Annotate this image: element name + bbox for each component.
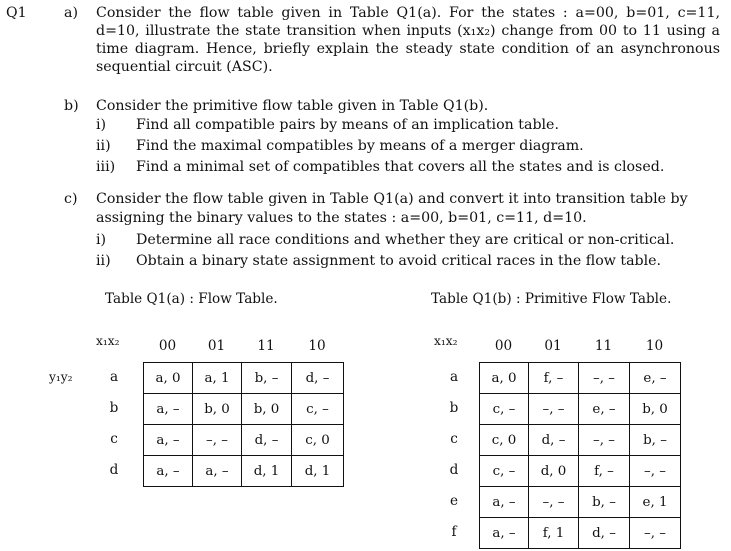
table-cell: a, 0	[480, 363, 529, 394]
table-a-col-header: 01	[207, 338, 226, 354]
part-c-label: c)	[64, 191, 78, 207]
primitive-flow-table-b	[479, 362, 681, 549]
table-cell: –, –	[630, 518, 681, 549]
part-b-intro: Consider the primitive flow table given in Table Q1(b).	[96, 98, 489, 114]
table-cell: a, –	[480, 518, 529, 549]
table-cell: f, –	[529, 363, 579, 394]
table-row	[144, 425, 344, 456]
table-cell: –, –	[529, 394, 579, 425]
table-a-col-header: 11	[257, 338, 275, 354]
table-a-state-label: y₁y₂	[49, 370, 73, 384]
table-a-row-label: c	[110, 431, 118, 447]
table-cell: –, –	[579, 425, 630, 456]
part-b-item	[96, 115, 559, 135]
table-row	[144, 363, 344, 394]
table-row	[480, 456, 681, 487]
table-cell: –, –	[630, 456, 681, 487]
table-b-row-label: b	[449, 400, 459, 416]
table-row	[480, 487, 681, 518]
table-cell: d, 1	[292, 456, 344, 487]
table-row	[480, 394, 681, 425]
table-cell: a, –	[144, 394, 193, 425]
table-cell: a, –	[144, 425, 193, 456]
table-cell: b, –	[242, 363, 292, 394]
part-a-text: Consider the flow table given in Table Q1(a). For the states : a=00, b=01, c=11, d=10, illustrate the state transition when inputs (x₁x₂) change from 00 to 11 using a time diagram. Hence, briefly explain the steady state condition of an asynchronous sequential circuit (ASC).	[96, 5, 720, 75]
table-cell: a, 1	[193, 363, 242, 394]
part-b-label: b)	[64, 98, 79, 114]
part-c-intro-line2: assigning the binary values to the states : a=00, b=01, c=11, d=10.	[96, 210, 587, 226]
table-cell: d, –	[579, 518, 630, 549]
part-b-item-text: Find all compatible pairs by means of an implication table.	[136, 117, 559, 133]
flow-table-a	[143, 362, 344, 487]
part-c-item-text: Obtain a binary state assignment to avoid critical races in the flow table.	[136, 253, 662, 269]
table-a-row-label: b	[109, 400, 119, 416]
part-c-item	[96, 230, 674, 250]
table-cell: b, –	[630, 425, 681, 456]
table-b-col-header: 11	[594, 338, 613, 354]
table-cell: e, –	[579, 394, 630, 425]
table-cell: e, –	[630, 363, 681, 394]
table-cell: d, –	[242, 425, 292, 456]
table-b-caption: Table Q1(b) : Primitive Flow Table.	[431, 291, 672, 307]
table-b-col-header: 00	[494, 338, 513, 354]
table-cell: c, –	[292, 394, 344, 425]
part-b-item-num: iii)	[96, 159, 116, 175]
table-b-row-label: e	[449, 493, 459, 509]
part-b-item-num: ii)	[96, 138, 111, 154]
table-a-col-header: 10	[308, 338, 326, 354]
part-c-item-num: i)	[96, 232, 107, 248]
table-cell: a, 0	[144, 363, 193, 394]
table-cell: c, –	[480, 394, 529, 425]
table-cell: c, 0	[292, 425, 344, 456]
table-cell: b, 0	[242, 394, 292, 425]
table-b-row-label: f	[451, 524, 457, 540]
table-row	[144, 456, 344, 487]
part-b-item	[96, 136, 584, 156]
table-cell: d, 0	[529, 456, 579, 487]
table-cell: –, –	[579, 363, 630, 394]
table-cell: a, –	[144, 456, 193, 487]
part-b-item-text: Find a minimal set of compatibles that covers all the states and is closed.	[136, 159, 665, 175]
table-cell: b, 0	[193, 394, 242, 425]
table-a-col-header: 00	[158, 338, 177, 354]
table-cell: –, –	[193, 425, 242, 456]
table-b-row-label: a	[449, 369, 459, 385]
part-c-item-num: ii)	[96, 253, 111, 269]
table-cell: –, –	[529, 487, 579, 518]
part-b-item-num: i)	[96, 117, 107, 133]
part-a-label: a)	[64, 5, 78, 21]
table-cell: d, 1	[242, 456, 292, 487]
table-a-row-label: d	[109, 462, 119, 478]
table-a-caption: Table Q1(a) : Flow Table.	[105, 291, 278, 307]
table-cell: d, –	[529, 425, 579, 456]
table-b-row-label: c	[450, 431, 458, 447]
table-b-col-header: 10	[645, 338, 664, 354]
table-b-col-header: 01	[544, 338, 562, 354]
part-c-item	[96, 251, 661, 271]
table-row	[144, 394, 344, 425]
part-c-item-text: Determine all race conditions and whether they are critical or non-critical.	[136, 232, 675, 248]
table-b-input-label: x₁x₂	[434, 334, 458, 348]
part-b-item	[96, 157, 664, 177]
table-cell: f, 1	[529, 518, 579, 549]
table-b-row-label: d	[449, 462, 459, 478]
question-number: Q1	[6, 5, 27, 21]
table-cell: b, 0	[630, 394, 681, 425]
table-cell: c, 0	[480, 425, 529, 456]
table-row	[480, 363, 681, 394]
table-cell: c, –	[480, 456, 529, 487]
table-cell: d, –	[292, 363, 344, 394]
table-a-row-label: a	[109, 369, 119, 385]
table-row	[480, 518, 681, 549]
table-cell: b, –	[579, 487, 630, 518]
table-row	[480, 425, 681, 456]
table-cell: a, –	[480, 487, 529, 518]
table-cell: f, –	[579, 456, 630, 487]
table-a-input-label: x₁x₂	[96, 334, 120, 348]
part-c-intro-line1: Consider the flow table given in Table Q1(a) and convert it into transition table by	[96, 191, 688, 207]
part-b-item-text: Find the maximal compatibles by means of a merger diagram.	[136, 138, 584, 154]
table-cell: a, –	[193, 456, 242, 487]
table-cell: e, 1	[630, 487, 681, 518]
